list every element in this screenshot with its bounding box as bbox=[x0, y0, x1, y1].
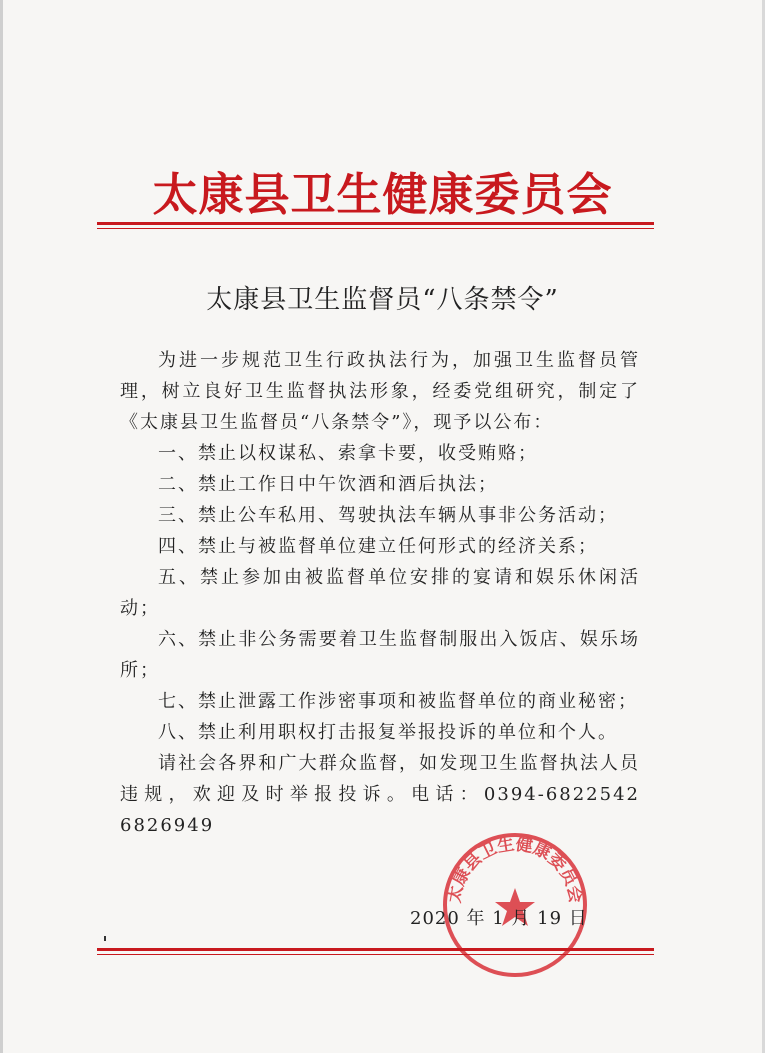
header-rule-thick bbox=[97, 222, 654, 225]
seal-text: 太康县卫生健康委员会 bbox=[444, 834, 586, 905]
rule-item-3: 三、禁止公车私用、驾驶执法车辆从事非公务活动； bbox=[158, 505, 618, 526]
rule-item-2: 二、禁止工作日中午饮酒和酒后执法； bbox=[158, 474, 498, 495]
org-header-title: 太康县卫生健康委员会 bbox=[152, 168, 613, 221]
closing-paragraph: 请社会各界和广大群众监督，如发现卫生监督执法人员违规，欢迎及时举报投诉。电话：0394-6822542 6826949 bbox=[120, 753, 640, 836]
header-rule-thin bbox=[97, 228, 654, 229]
document-body bbox=[120, 345, 640, 841]
footer-rule-thick bbox=[97, 948, 654, 951]
issue-date: 2020 年 1 月 19 日 bbox=[410, 908, 588, 929]
rule-item-5: 五、禁止参加由被监督单位安排的宴请和娱乐休闲活动； bbox=[120, 567, 640, 619]
document-title: 太康县卫生监督员“八条禁令” bbox=[206, 285, 559, 315]
scan-speck bbox=[104, 936, 106, 941]
intro-paragraph: 为进一步规范卫生行政执法行为，加强卫生监督员管理，树立良好卫生监督执法形象，经委党组研究，制定了《太康县卫生监督员“八条禁令”》，现予以公布： bbox=[120, 350, 640, 433]
rule-item-8: 八、禁止利用职权打击报复举报投诉的单位和个人。 bbox=[158, 722, 618, 743]
rule-item-1: 一、禁止以权谋私、索拿卡要，收受贿赂； bbox=[158, 443, 538, 464]
rule-item-4: 四、禁止与被监督单位建立任何形式的经济关系； bbox=[158, 536, 598, 557]
rule-item-6: 六、禁止非公务需要着卫生监督制服出入饭店、娱乐场所； bbox=[120, 629, 640, 681]
rule-item-7: 七、禁止泄露工作涉密事项和被监督单位的商业秘密； bbox=[158, 691, 638, 712]
footer-rule-thin bbox=[97, 954, 654, 955]
